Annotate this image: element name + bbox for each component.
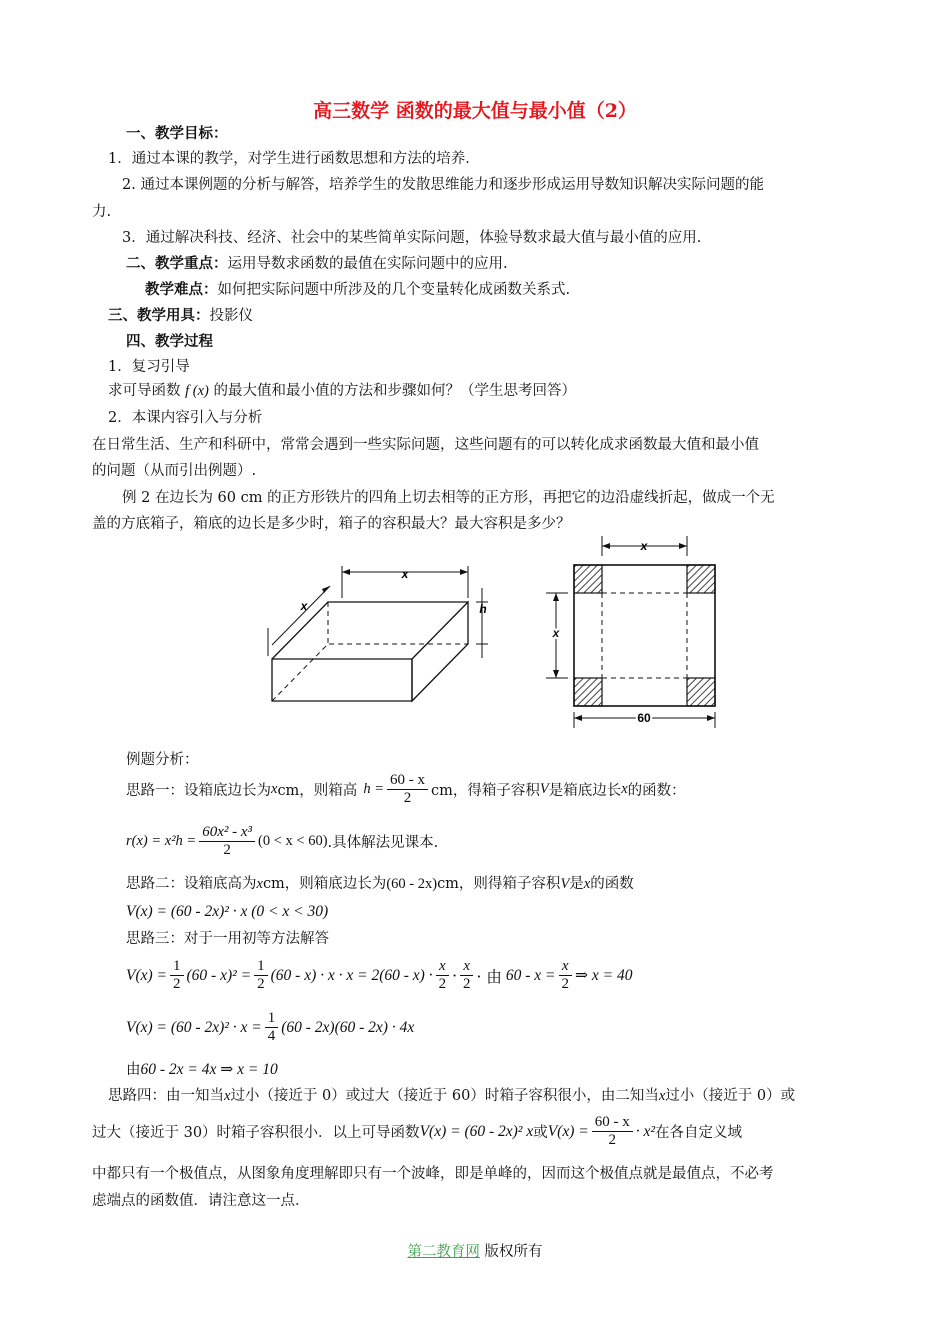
formula-3 bbox=[126, 958, 632, 993]
box-hidden-edges bbox=[272, 644, 468, 701]
key-point bbox=[126, 254, 508, 274]
idea4-text-c: 过小（接近于 0）或 bbox=[665, 1088, 796, 1104]
f4-num: 1 bbox=[265, 1010, 279, 1028]
f3-xhalf-a bbox=[436, 958, 450, 993]
analysis-heading: 例题分析： bbox=[126, 752, 199, 768]
formula1-lhs: r(x) = x²h = bbox=[126, 833, 197, 849]
f3-term2: (60 - x) · x · x = 2(60 - x) · bbox=[270, 966, 433, 984]
idea-2 bbox=[126, 874, 634, 894]
f4-fraction bbox=[265, 1010, 279, 1045]
arrow-top-left bbox=[602, 543, 610, 549]
f3-term1: (60 - x)² = bbox=[186, 966, 252, 984]
idea-4-line4: 虑端点的函数值．请注意这一点． bbox=[92, 1193, 310, 1209]
arrow-x-left bbox=[342, 569, 350, 575]
idea2-expr: (60 - 2x) bbox=[386, 876, 438, 892]
box-right-face bbox=[412, 602, 468, 701]
sheet-figure bbox=[538, 532, 728, 732]
idea4-func2-tail: · x² bbox=[635, 1122, 656, 1140]
goal-2-line2: 力. bbox=[92, 204, 112, 220]
formula-2: V(x) = (60 - 2x)² · x (0 < x < 30) bbox=[126, 903, 329, 920]
corner-cut-bl bbox=[574, 678, 602, 706]
arrow-x-right bbox=[460, 569, 468, 575]
idea4-func1: V(x) = (60 - 2x)² x bbox=[419, 1122, 534, 1140]
arrow-diag-top bbox=[322, 586, 330, 593]
f3-xhalf-a-num: x bbox=[436, 958, 449, 976]
idea1-den: 2 bbox=[403, 790, 412, 806]
f3-half-a-den: 2 bbox=[173, 976, 181, 992]
arrow-top-right bbox=[679, 543, 687, 549]
formula1-num: 60x² - x³ bbox=[199, 824, 255, 842]
f4-den: 4 bbox=[267, 1028, 276, 1044]
idea4-text-e: 在各自定义域 bbox=[655, 1125, 743, 1141]
f5-expr: 60 - 2x = 4x ⇒ x = 10 bbox=[140, 1061, 278, 1078]
label-sixty: 60 bbox=[637, 711, 651, 725]
f3-xhalf-c bbox=[559, 958, 573, 993]
goal-2-line1: 2. 通过本课例题的分析与解答，培养学生的发散思维能力和逐步形成运用导数知识解决实际问题的能 bbox=[122, 177, 764, 193]
f3-xhalf-c-num: x bbox=[559, 958, 572, 976]
section-process-heading: 四、教学过程 bbox=[126, 333, 213, 350]
intro-line1: 在日常生活、生产和科研中，常常会遇到一些实际问题，这些问题有的可以转化成求函数最大值和最小值 bbox=[92, 437, 759, 453]
f3-half-b-num: 1 bbox=[254, 958, 268, 976]
idea4-var-x1: x bbox=[224, 1088, 231, 1104]
idea-4-line3: 中都只有一个极值点，从图象角度理解即只有一个波峰，即是单峰的，因而这个极值点就是最值点，不必考 bbox=[92, 1166, 774, 1182]
corner-cut-br bbox=[687, 678, 715, 706]
idea4-var-x2: x bbox=[658, 1088, 666, 1104]
f5-text: 由 bbox=[126, 1062, 141, 1078]
tools bbox=[108, 306, 253, 326]
f3-half-b bbox=[254, 958, 268, 993]
page-title: 高三数学 函数的最大值与最小值（2） bbox=[313, 100, 637, 122]
formula-1 bbox=[126, 824, 438, 859]
arrow-left-bottom bbox=[553, 670, 559, 678]
review-text-a: 求可导函数 bbox=[108, 383, 181, 399]
f3-end: · 由 bbox=[476, 967, 502, 986]
label-x-left-sheet: x bbox=[552, 626, 560, 640]
idea4-text-d: 过大（接近于 30）时箱子容积很小．以上可导函数 bbox=[92, 1125, 420, 1141]
difficulty-label: 教学难点： bbox=[145, 281, 218, 298]
f3-half-a bbox=[170, 958, 184, 993]
idea1-var-x2: x bbox=[621, 781, 628, 797]
review-fx: f (x) bbox=[185, 383, 209, 399]
f3-dot: · bbox=[452, 966, 458, 985]
idea2-text-e: 的函数 bbox=[590, 876, 634, 892]
f3-half-b-den: 2 bbox=[257, 976, 265, 992]
arrow-bottom-right bbox=[707, 715, 715, 721]
footer bbox=[0, 1240, 950, 1261]
difficulty bbox=[145, 280, 570, 300]
formula1-fraction bbox=[199, 824, 255, 859]
section-goals-heading: 一、教学目标： bbox=[126, 125, 228, 142]
idea-1 bbox=[126, 772, 686, 807]
footer-copyright: 版权所有 bbox=[479, 1244, 543, 1260]
idea1-fraction bbox=[387, 772, 428, 807]
f3-xhalf-b-num: x bbox=[460, 958, 473, 976]
f3-xhalf-c-den: 2 bbox=[561, 976, 570, 992]
idea2-var-v: V bbox=[560, 876, 570, 892]
idea4-text-b: 过小（接近于 0）或过大（接近于 60）时箱子容积很小，由二知当 bbox=[230, 1088, 659, 1104]
f3-cond: 60 - x = bbox=[505, 966, 556, 984]
idea-3: 思路三：对于一用初等方法解答 bbox=[126, 931, 329, 947]
corner-cut-tr bbox=[687, 565, 715, 593]
key-point-label: 二、教学重点： bbox=[126, 255, 228, 272]
f3-xhalf-b-den: 2 bbox=[463, 976, 471, 992]
idea1-text-c: cm，得箱子容积 bbox=[430, 783, 540, 799]
step-1: 1．复习引导 bbox=[108, 359, 190, 375]
dim-x-diag bbox=[272, 586, 330, 645]
example-line1: 例 2 在边长为 60 cm 的正方形铁片的四角上切去相等的正方形，再把它的边沿虚线折起，做成一个无 bbox=[122, 490, 775, 506]
f3-half-a-num: 1 bbox=[170, 958, 184, 976]
f3-result: ⇒ x = 40 bbox=[575, 967, 633, 984]
idea2-text-b: cm，则箱底边长为 bbox=[262, 876, 387, 892]
idea2-text-c: cm，则得箱子容积 bbox=[437, 876, 561, 892]
idea4-den: 2 bbox=[608, 1132, 616, 1148]
f4-lhs: V(x) = (60 - 2x)² · x = bbox=[126, 1018, 262, 1036]
key-point-text: 运用导数求函数的最值在实际问题中的应用. bbox=[227, 256, 508, 272]
arrow-left-top bbox=[553, 593, 559, 601]
goal-1: 1．通过本课的教学，对学生进行函数思想和方法的培养． bbox=[108, 151, 480, 167]
idea2-text-a: 思路二：设箱底高为 bbox=[126, 876, 257, 892]
f3-xhalf-b bbox=[460, 958, 474, 993]
idea-4-line2 bbox=[92, 1114, 742, 1149]
idea1-text-e: 的函数： bbox=[627, 783, 686, 799]
idea2-text-d: 是 bbox=[569, 876, 584, 892]
idea4-or: 或 bbox=[533, 1125, 548, 1141]
formula-5 bbox=[126, 1060, 278, 1080]
label-x-top-sheet: x bbox=[640, 539, 648, 553]
idea4-func2: V(x) = bbox=[547, 1122, 589, 1140]
f3-lhs: V(x) = bbox=[126, 966, 168, 984]
box-figure bbox=[262, 558, 492, 708]
label-h: h bbox=[479, 602, 487, 616]
label-x-diag: x bbox=[300, 599, 308, 613]
formula1-note: .具体解法见课本. bbox=[327, 835, 439, 851]
label-x-top: x bbox=[401, 567, 409, 581]
idea1-text-d: 是箱底边长 bbox=[548, 783, 622, 799]
example-line2: 盖的方底箱子，箱底的边长是多少时，箱子的容积最大？最大容积是多少？ bbox=[92, 516, 571, 532]
f3-xhalf-a-den: 2 bbox=[438, 976, 447, 992]
formula1-den: 2 bbox=[223, 842, 231, 858]
formula1-range: (0 < x < 60) bbox=[258, 833, 328, 849]
idea1-text-b: cm，则箱高 bbox=[277, 783, 358, 799]
review-question bbox=[108, 381, 576, 401]
idea1-var-x: x bbox=[271, 781, 278, 797]
idea1-var-v: V bbox=[539, 781, 549, 797]
formula-4 bbox=[126, 1010, 414, 1045]
tools-text: 投影仪 bbox=[209, 308, 253, 324]
idea4-fraction bbox=[592, 1114, 633, 1149]
idea1-text-a: 思路一：设箱底边长为 bbox=[126, 783, 271, 799]
corner-cut-tl bbox=[574, 565, 602, 593]
idea-4-line1 bbox=[108, 1086, 795, 1106]
arrow-bottom-left bbox=[574, 715, 582, 721]
idea4-text-a: 思路四：由一知当 bbox=[108, 1088, 224, 1104]
idea4-num: 60 - x bbox=[592, 1114, 633, 1132]
tools-label: 三、教学用具： bbox=[108, 307, 210, 324]
idea1-h: h = bbox=[363, 781, 384, 797]
idea1-num: 60 - x bbox=[387, 772, 428, 790]
review-text-b: 的最大值和最小值的方法和步骤如何？（学生思考回答） bbox=[213, 383, 576, 399]
intro-line2: 的问题（从而引出例题）. bbox=[92, 463, 257, 479]
f4-rhs: (60 - 2x)(60 - 2x) · 4x bbox=[281, 1018, 415, 1036]
idea2-var-x: x bbox=[256, 876, 263, 892]
step-2: 2．本课内容引入与分析 bbox=[108, 410, 263, 426]
idea2-var-x2: x bbox=[583, 876, 591, 892]
difficulty-text: 如何把实际问题中所涉及的几个变量转化成函数关系式. bbox=[217, 282, 571, 298]
footer-link[interactable]: 第二教育网 bbox=[407, 1244, 480, 1260]
goal-3: 3．通过解决科技、经济、社会中的某些简单实际问题，体验导数求最大值与最小值的应用. bbox=[122, 230, 702, 246]
